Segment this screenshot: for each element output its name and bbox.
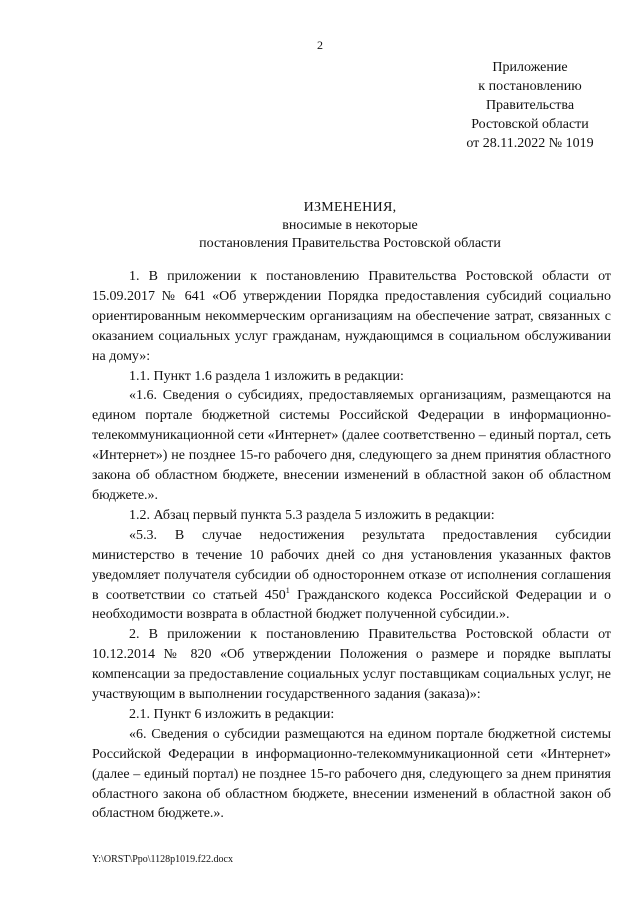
- title-line: ИЗМЕНЕНИЯ,: [303, 200, 397, 215]
- appendix-header: [440, 58, 620, 153]
- paragraph: «6. Сведения о субсидии размещаются на едином портале бюджетной системы Российской Федерации в информационно-телекоммуникационной сети «Интернет» (далее – единый портал) не позднее 15-го рабочего дня, следующего за днем принятия областного закона об областном бюджете, внесении изменений в областной закон об областном бюджете.».: [92, 726, 611, 822]
- paragraph: «1.6. Сведения о субсидиях, предоставляемых организациям, размещаются на едином портале бюджетной системы Российской Федерации в информационно-телекоммуникационной сети «Интернет» (далее соответственно – единый портал, сеть «Интернет») не позднее 15-го рабочего дня, следующего за днем принятия областного закона об областном бюджете, внесении изменений в областной закон об областном бюджете.».: [92, 388, 611, 503]
- paragraph-text: Гражданского кодекса Российской Федерации и о необходимости возврата в областной бюджет полученной субсидии.».: [92, 587, 612, 623]
- paragraph: 1.1. Пункт 1.6 раздела 1 изложить в редакции:: [129, 368, 404, 384]
- superscript: 1: [285, 585, 290, 595]
- footer-file-path: Y:\ORST\Ppo\1128p1019.f22.docx: [92, 854, 233, 865]
- paragraph: 2. В приложении к постановлению Правительства Ростовской области от 10.12.2014 № 820 «Об утверждении Положения о размере и порядке выплаты компенсации за предоставление социальных услуг поставщикам социальных услуг, не участвующим в выполнении государственного задания (заказа)»:: [92, 627, 611, 703]
- document-title: [90, 199, 610, 253]
- appendix-line: Ростовской области: [471, 117, 589, 132]
- title-line: постановления Правительства Ростовской области: [199, 236, 501, 251]
- appendix-line: к постановлению: [478, 79, 582, 94]
- paragraph: 1. В приложении к постановлению Правительства Ростовской области от 15.09.2017 № 641 «Об утверждении Порядка предоставления субсидий социально ориентированным некоммерческим организациям на обеспечение затрат, связанных с оказанием социальных услуг гражданам, нуждающимся в социальном обслуживании на дому»:: [92, 269, 611, 364]
- document-body: [92, 267, 611, 824]
- appendix-line: Приложение: [492, 60, 568, 75]
- paragraph: [92, 526, 611, 626]
- page-number: 2: [317, 38, 323, 52]
- title-line: вносимые в некоторые: [282, 218, 418, 233]
- paragraph-text: «5.3. В случае недостижения результата предоставления субсидии министерство в течение 10 рабочих дней со дня установления указанных фактов уведомляет получателя субсидии об одностороннем отказе от исполнения соглашения в соответствии со статьей 450: [92, 527, 611, 603]
- appendix-line: от 28.11.2022 № 1019: [466, 136, 594, 151]
- paragraph: 1.2. Абзац первый пункта 5.3 раздела 5 изложить в редакции:: [129, 507, 495, 523]
- paragraph: 2.1. Пункт 6 изложить в редакции:: [129, 706, 335, 722]
- appendix-line: Правительства: [485, 98, 575, 113]
